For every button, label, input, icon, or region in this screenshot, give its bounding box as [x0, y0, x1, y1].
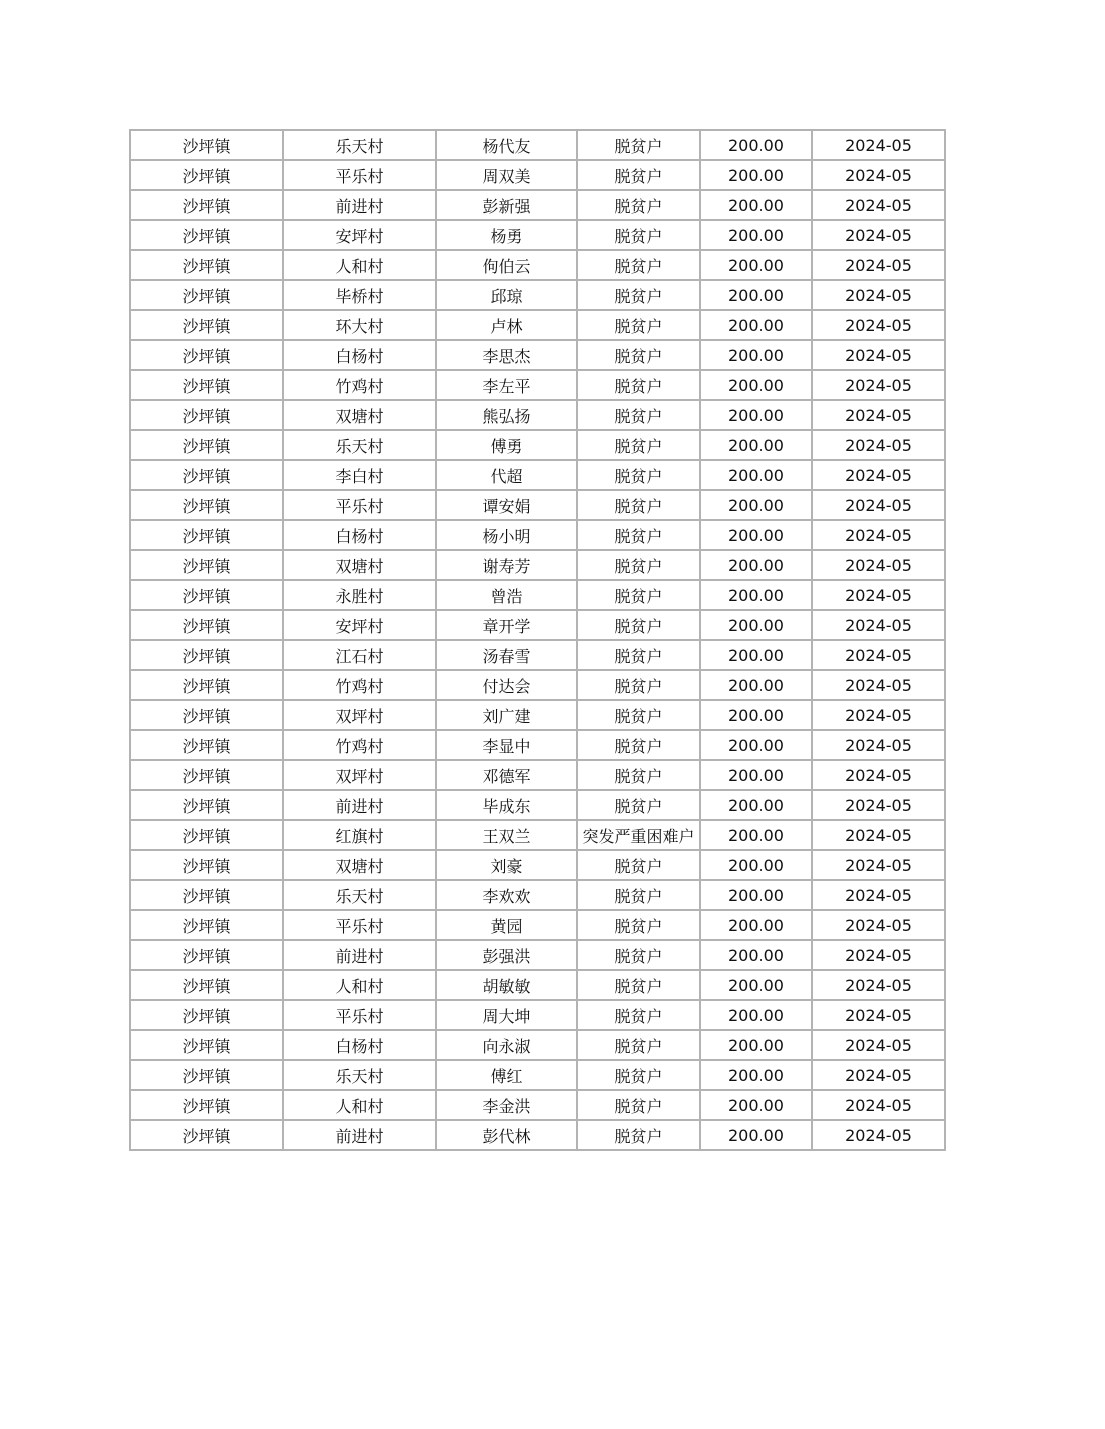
- name-cell: 谢寿芳: [436, 550, 577, 580]
- table-row: [130, 340, 945, 370]
- table-row: [130, 220, 945, 250]
- table-row: [130, 670, 945, 700]
- town-cell: 沙坪镇: [130, 130, 283, 160]
- name-cell: 周双美: [436, 160, 577, 190]
- date-cell: 2024-05: [812, 610, 945, 640]
- household-type-cell: 脱贫户: [577, 130, 700, 160]
- name-cell: 杨代友: [436, 130, 577, 160]
- village-cell: 平乐村: [283, 910, 436, 940]
- amount-cell: 200.00: [700, 430, 812, 460]
- date-cell: 2024-05: [812, 1060, 945, 1090]
- table-row: [130, 910, 945, 940]
- table-row: [130, 1090, 945, 1120]
- village-cell: 永胜村: [283, 580, 436, 610]
- amount-cell: 200.00: [700, 700, 812, 730]
- village-cell: 白杨村: [283, 1030, 436, 1060]
- household-type-cell: 脱贫户: [577, 1030, 700, 1060]
- household-type-cell: 脱贫户: [577, 190, 700, 220]
- amount-cell: 200.00: [700, 160, 812, 190]
- date-cell: 2024-05: [812, 700, 945, 730]
- amount-cell: 200.00: [700, 130, 812, 160]
- village-cell: 前进村: [283, 190, 436, 220]
- household-type-cell: 脱贫户: [577, 580, 700, 610]
- household-type-cell: 脱贫户: [577, 490, 700, 520]
- village-cell: 前进村: [283, 940, 436, 970]
- table-row: [130, 1030, 945, 1060]
- town-cell: 沙坪镇: [130, 400, 283, 430]
- town-cell: 沙坪镇: [130, 490, 283, 520]
- date-cell: 2024-05: [812, 520, 945, 550]
- name-cell: 曾浩: [436, 580, 577, 610]
- amount-cell: 200.00: [700, 640, 812, 670]
- household-type-cell: 脱贫户: [577, 760, 700, 790]
- table-row: [130, 130, 945, 160]
- town-cell: 沙坪镇: [130, 280, 283, 310]
- village-cell: 乐天村: [283, 430, 436, 460]
- table-row: [130, 550, 945, 580]
- amount-cell: 200.00: [700, 1060, 812, 1090]
- village-cell: 白杨村: [283, 520, 436, 550]
- date-cell: 2024-05: [812, 190, 945, 220]
- table-row: [130, 160, 945, 190]
- name-cell: 刘广建: [436, 700, 577, 730]
- table-row: [130, 280, 945, 310]
- town-cell: 沙坪镇: [130, 1000, 283, 1030]
- amount-cell: 200.00: [700, 850, 812, 880]
- date-cell: 2024-05: [812, 400, 945, 430]
- amount-cell: 200.00: [700, 520, 812, 550]
- amount-cell: 200.00: [700, 1120, 812, 1150]
- table-row: [130, 190, 945, 220]
- data-table: [129, 129, 946, 1151]
- name-cell: 邱琼: [436, 280, 577, 310]
- table-body: [130, 130, 945, 1150]
- town-cell: 沙坪镇: [130, 1030, 283, 1060]
- village-cell: 安坪村: [283, 610, 436, 640]
- town-cell: 沙坪镇: [130, 790, 283, 820]
- amount-cell: 200.00: [700, 880, 812, 910]
- amount-cell: 200.00: [700, 220, 812, 250]
- town-cell: 沙坪镇: [130, 1060, 283, 1090]
- amount-cell: 200.00: [700, 1000, 812, 1030]
- town-cell: 沙坪镇: [130, 250, 283, 280]
- table-row: [130, 820, 945, 850]
- village-cell: 乐天村: [283, 880, 436, 910]
- name-cell: 李思杰: [436, 340, 577, 370]
- amount-cell: 200.00: [700, 910, 812, 940]
- name-cell: 佝伯云: [436, 250, 577, 280]
- amount-cell: 200.00: [700, 250, 812, 280]
- village-cell: 乐天村: [283, 1060, 436, 1090]
- village-cell: 人和村: [283, 1090, 436, 1120]
- household-type-cell: 脱贫户: [577, 250, 700, 280]
- date-cell: 2024-05: [812, 820, 945, 850]
- town-cell: 沙坪镇: [130, 190, 283, 220]
- household-type-cell: 脱贫户: [577, 1000, 700, 1030]
- name-cell: 卢林: [436, 310, 577, 340]
- table-row: [130, 400, 945, 430]
- table-row: [130, 490, 945, 520]
- table-row: [130, 1000, 945, 1030]
- village-cell: 双坪村: [283, 700, 436, 730]
- amount-cell: 200.00: [700, 310, 812, 340]
- household-type-cell: 脱贫户: [577, 970, 700, 1000]
- town-cell: 沙坪镇: [130, 970, 283, 1000]
- table-row: [130, 970, 945, 1000]
- table-row: [130, 580, 945, 610]
- town-cell: 沙坪镇: [130, 310, 283, 340]
- amount-cell: 200.00: [700, 400, 812, 430]
- household-type-cell: 脱贫户: [577, 910, 700, 940]
- village-cell: 江石村: [283, 640, 436, 670]
- date-cell: 2024-05: [812, 130, 945, 160]
- household-type-cell: 脱贫户: [577, 370, 700, 400]
- date-cell: 2024-05: [812, 1030, 945, 1060]
- town-cell: 沙坪镇: [130, 760, 283, 790]
- amount-cell: 200.00: [700, 820, 812, 850]
- table-row: [130, 430, 945, 460]
- household-type-cell: 脱贫户: [577, 160, 700, 190]
- table-row: [130, 790, 945, 820]
- name-cell: 彭代林: [436, 1120, 577, 1150]
- date-cell: 2024-05: [812, 1090, 945, 1120]
- village-cell: 平乐村: [283, 1000, 436, 1030]
- amount-cell: 200.00: [700, 340, 812, 370]
- town-cell: 沙坪镇: [130, 640, 283, 670]
- village-cell: 双塘村: [283, 400, 436, 430]
- household-type-cell: 脱贫户: [577, 640, 700, 670]
- household-type-cell: 脱贫户: [577, 550, 700, 580]
- name-cell: 向永淑: [436, 1030, 577, 1060]
- town-cell: 沙坪镇: [130, 880, 283, 910]
- amount-cell: 200.00: [700, 610, 812, 640]
- name-cell: 傅勇: [436, 430, 577, 460]
- name-cell: 代超: [436, 460, 577, 490]
- table-row: [130, 730, 945, 760]
- town-cell: 沙坪镇: [130, 370, 283, 400]
- name-cell: 毕成东: [436, 790, 577, 820]
- table-row: [130, 310, 945, 340]
- town-cell: 沙坪镇: [130, 940, 283, 970]
- household-type-cell: 脱贫户: [577, 220, 700, 250]
- amount-cell: 200.00: [700, 760, 812, 790]
- date-cell: 2024-05: [812, 370, 945, 400]
- town-cell: 沙坪镇: [130, 670, 283, 700]
- town-cell: 沙坪镇: [130, 700, 283, 730]
- amount-cell: 200.00: [700, 970, 812, 1000]
- village-cell: 前进村: [283, 1120, 436, 1150]
- name-cell: 胡敏敏: [436, 970, 577, 1000]
- name-cell: 李左平: [436, 370, 577, 400]
- town-cell: 沙坪镇: [130, 160, 283, 190]
- date-cell: 2024-05: [812, 160, 945, 190]
- town-cell: 沙坪镇: [130, 460, 283, 490]
- amount-cell: 200.00: [700, 1090, 812, 1120]
- table-row: [130, 250, 945, 280]
- village-cell: 前进村: [283, 790, 436, 820]
- name-cell: 付达会: [436, 670, 577, 700]
- town-cell: 沙坪镇: [130, 1090, 283, 1120]
- amount-cell: 200.00: [700, 670, 812, 700]
- name-cell: 杨勇: [436, 220, 577, 250]
- village-cell: 李白村: [283, 460, 436, 490]
- name-cell: 彭新强: [436, 190, 577, 220]
- amount-cell: 200.00: [700, 490, 812, 520]
- village-cell: 白杨村: [283, 340, 436, 370]
- date-cell: 2024-05: [812, 1000, 945, 1030]
- date-cell: 2024-05: [812, 850, 945, 880]
- table-row: [130, 610, 945, 640]
- amount-cell: 200.00: [700, 280, 812, 310]
- table-row: [130, 1060, 945, 1090]
- village-cell: 乐天村: [283, 130, 436, 160]
- table-row: [130, 640, 945, 670]
- amount-cell: 200.00: [700, 550, 812, 580]
- date-cell: 2024-05: [812, 910, 945, 940]
- town-cell: 沙坪镇: [130, 340, 283, 370]
- name-cell: 熊弘扬: [436, 400, 577, 430]
- household-type-cell: 脱贫户: [577, 790, 700, 820]
- name-cell: 章开学: [436, 610, 577, 640]
- village-cell: 平乐村: [283, 160, 436, 190]
- household-type-cell: 脱贫户: [577, 1120, 700, 1150]
- household-type-cell: 脱贫户: [577, 520, 700, 550]
- household-type-cell: 脱贫户: [577, 280, 700, 310]
- household-type-cell: 脱贫户: [577, 880, 700, 910]
- name-cell: 黄园: [436, 910, 577, 940]
- date-cell: 2024-05: [812, 790, 945, 820]
- date-cell: 2024-05: [812, 970, 945, 1000]
- amount-cell: 200.00: [700, 730, 812, 760]
- town-cell: 沙坪镇: [130, 850, 283, 880]
- village-cell: 平乐村: [283, 490, 436, 520]
- town-cell: 沙坪镇: [130, 610, 283, 640]
- date-cell: 2024-05: [812, 1120, 945, 1150]
- town-cell: 沙坪镇: [130, 910, 283, 940]
- date-cell: 2024-05: [812, 730, 945, 760]
- household-type-cell: 脱贫户: [577, 730, 700, 760]
- town-cell: 沙坪镇: [130, 430, 283, 460]
- name-cell: 王双兰: [436, 820, 577, 850]
- amount-cell: 200.00: [700, 790, 812, 820]
- town-cell: 沙坪镇: [130, 580, 283, 610]
- table-row: [130, 520, 945, 550]
- town-cell: 沙坪镇: [130, 520, 283, 550]
- household-type-cell: 脱贫户: [577, 1060, 700, 1090]
- village-cell: 人和村: [283, 970, 436, 1000]
- date-cell: 2024-05: [812, 490, 945, 520]
- village-cell: 双塘村: [283, 850, 436, 880]
- date-cell: 2024-05: [812, 340, 945, 370]
- name-cell: 刘豪: [436, 850, 577, 880]
- date-cell: 2024-05: [812, 250, 945, 280]
- name-cell: 邓德军: [436, 760, 577, 790]
- name-cell: 李显中: [436, 730, 577, 760]
- date-cell: 2024-05: [812, 550, 945, 580]
- name-cell: 周大坤: [436, 1000, 577, 1030]
- town-cell: 沙坪镇: [130, 820, 283, 850]
- table-row: [130, 700, 945, 730]
- date-cell: 2024-05: [812, 460, 945, 490]
- table-row: [130, 850, 945, 880]
- household-type-cell: 脱贫户: [577, 340, 700, 370]
- name-cell: 李金洪: [436, 1090, 577, 1120]
- village-cell: 红旗村: [283, 820, 436, 850]
- town-cell: 沙坪镇: [130, 220, 283, 250]
- village-cell: 双坪村: [283, 760, 436, 790]
- household-type-cell: 脱贫户: [577, 400, 700, 430]
- town-cell: 沙坪镇: [130, 730, 283, 760]
- household-type-cell: 脱贫户: [577, 460, 700, 490]
- name-cell: 彭强洪: [436, 940, 577, 970]
- household-type-cell: 脱贫户: [577, 670, 700, 700]
- household-type-cell: 脱贫户: [577, 310, 700, 340]
- date-cell: 2024-05: [812, 640, 945, 670]
- household-type-cell: 突发严重困难户: [577, 820, 700, 850]
- date-cell: 2024-05: [812, 760, 945, 790]
- amount-cell: 200.00: [700, 940, 812, 970]
- amount-cell: 200.00: [700, 1030, 812, 1060]
- village-cell: 毕桥村: [283, 280, 436, 310]
- date-cell: 2024-05: [812, 310, 945, 340]
- date-cell: 2024-05: [812, 670, 945, 700]
- amount-cell: 200.00: [700, 190, 812, 220]
- town-cell: 沙坪镇: [130, 550, 283, 580]
- table-row: [130, 1120, 945, 1150]
- amount-cell: 200.00: [700, 460, 812, 490]
- date-cell: 2024-05: [812, 220, 945, 250]
- date-cell: 2024-05: [812, 940, 945, 970]
- date-cell: 2024-05: [812, 580, 945, 610]
- household-type-cell: 脱贫户: [577, 430, 700, 460]
- town-cell: 沙坪镇: [130, 1120, 283, 1150]
- village-cell: 安坪村: [283, 220, 436, 250]
- table-row: [130, 370, 945, 400]
- village-cell: 竹鸡村: [283, 370, 436, 400]
- name-cell: 杨小明: [436, 520, 577, 550]
- household-type-cell: 脱贫户: [577, 850, 700, 880]
- amount-cell: 200.00: [700, 580, 812, 610]
- name-cell: 傅红: [436, 1060, 577, 1090]
- date-cell: 2024-05: [812, 880, 945, 910]
- household-type-cell: 脱贫户: [577, 940, 700, 970]
- village-cell: 人和村: [283, 250, 436, 280]
- name-cell: 谭安娟: [436, 490, 577, 520]
- name-cell: 汤春雪: [436, 640, 577, 670]
- date-cell: 2024-05: [812, 430, 945, 460]
- table-row: [130, 940, 945, 970]
- village-cell: 竹鸡村: [283, 670, 436, 700]
- village-cell: 竹鸡村: [283, 730, 436, 760]
- village-cell: 双塘村: [283, 550, 436, 580]
- household-type-cell: 脱贫户: [577, 610, 700, 640]
- table-row: [130, 880, 945, 910]
- household-type-cell: 脱贫户: [577, 700, 700, 730]
- amount-cell: 200.00: [700, 370, 812, 400]
- table-row: [130, 760, 945, 790]
- village-cell: 环大村: [283, 310, 436, 340]
- date-cell: 2024-05: [812, 280, 945, 310]
- table-row: [130, 460, 945, 490]
- household-type-cell: 脱贫户: [577, 1090, 700, 1120]
- name-cell: 李欢欢: [436, 880, 577, 910]
